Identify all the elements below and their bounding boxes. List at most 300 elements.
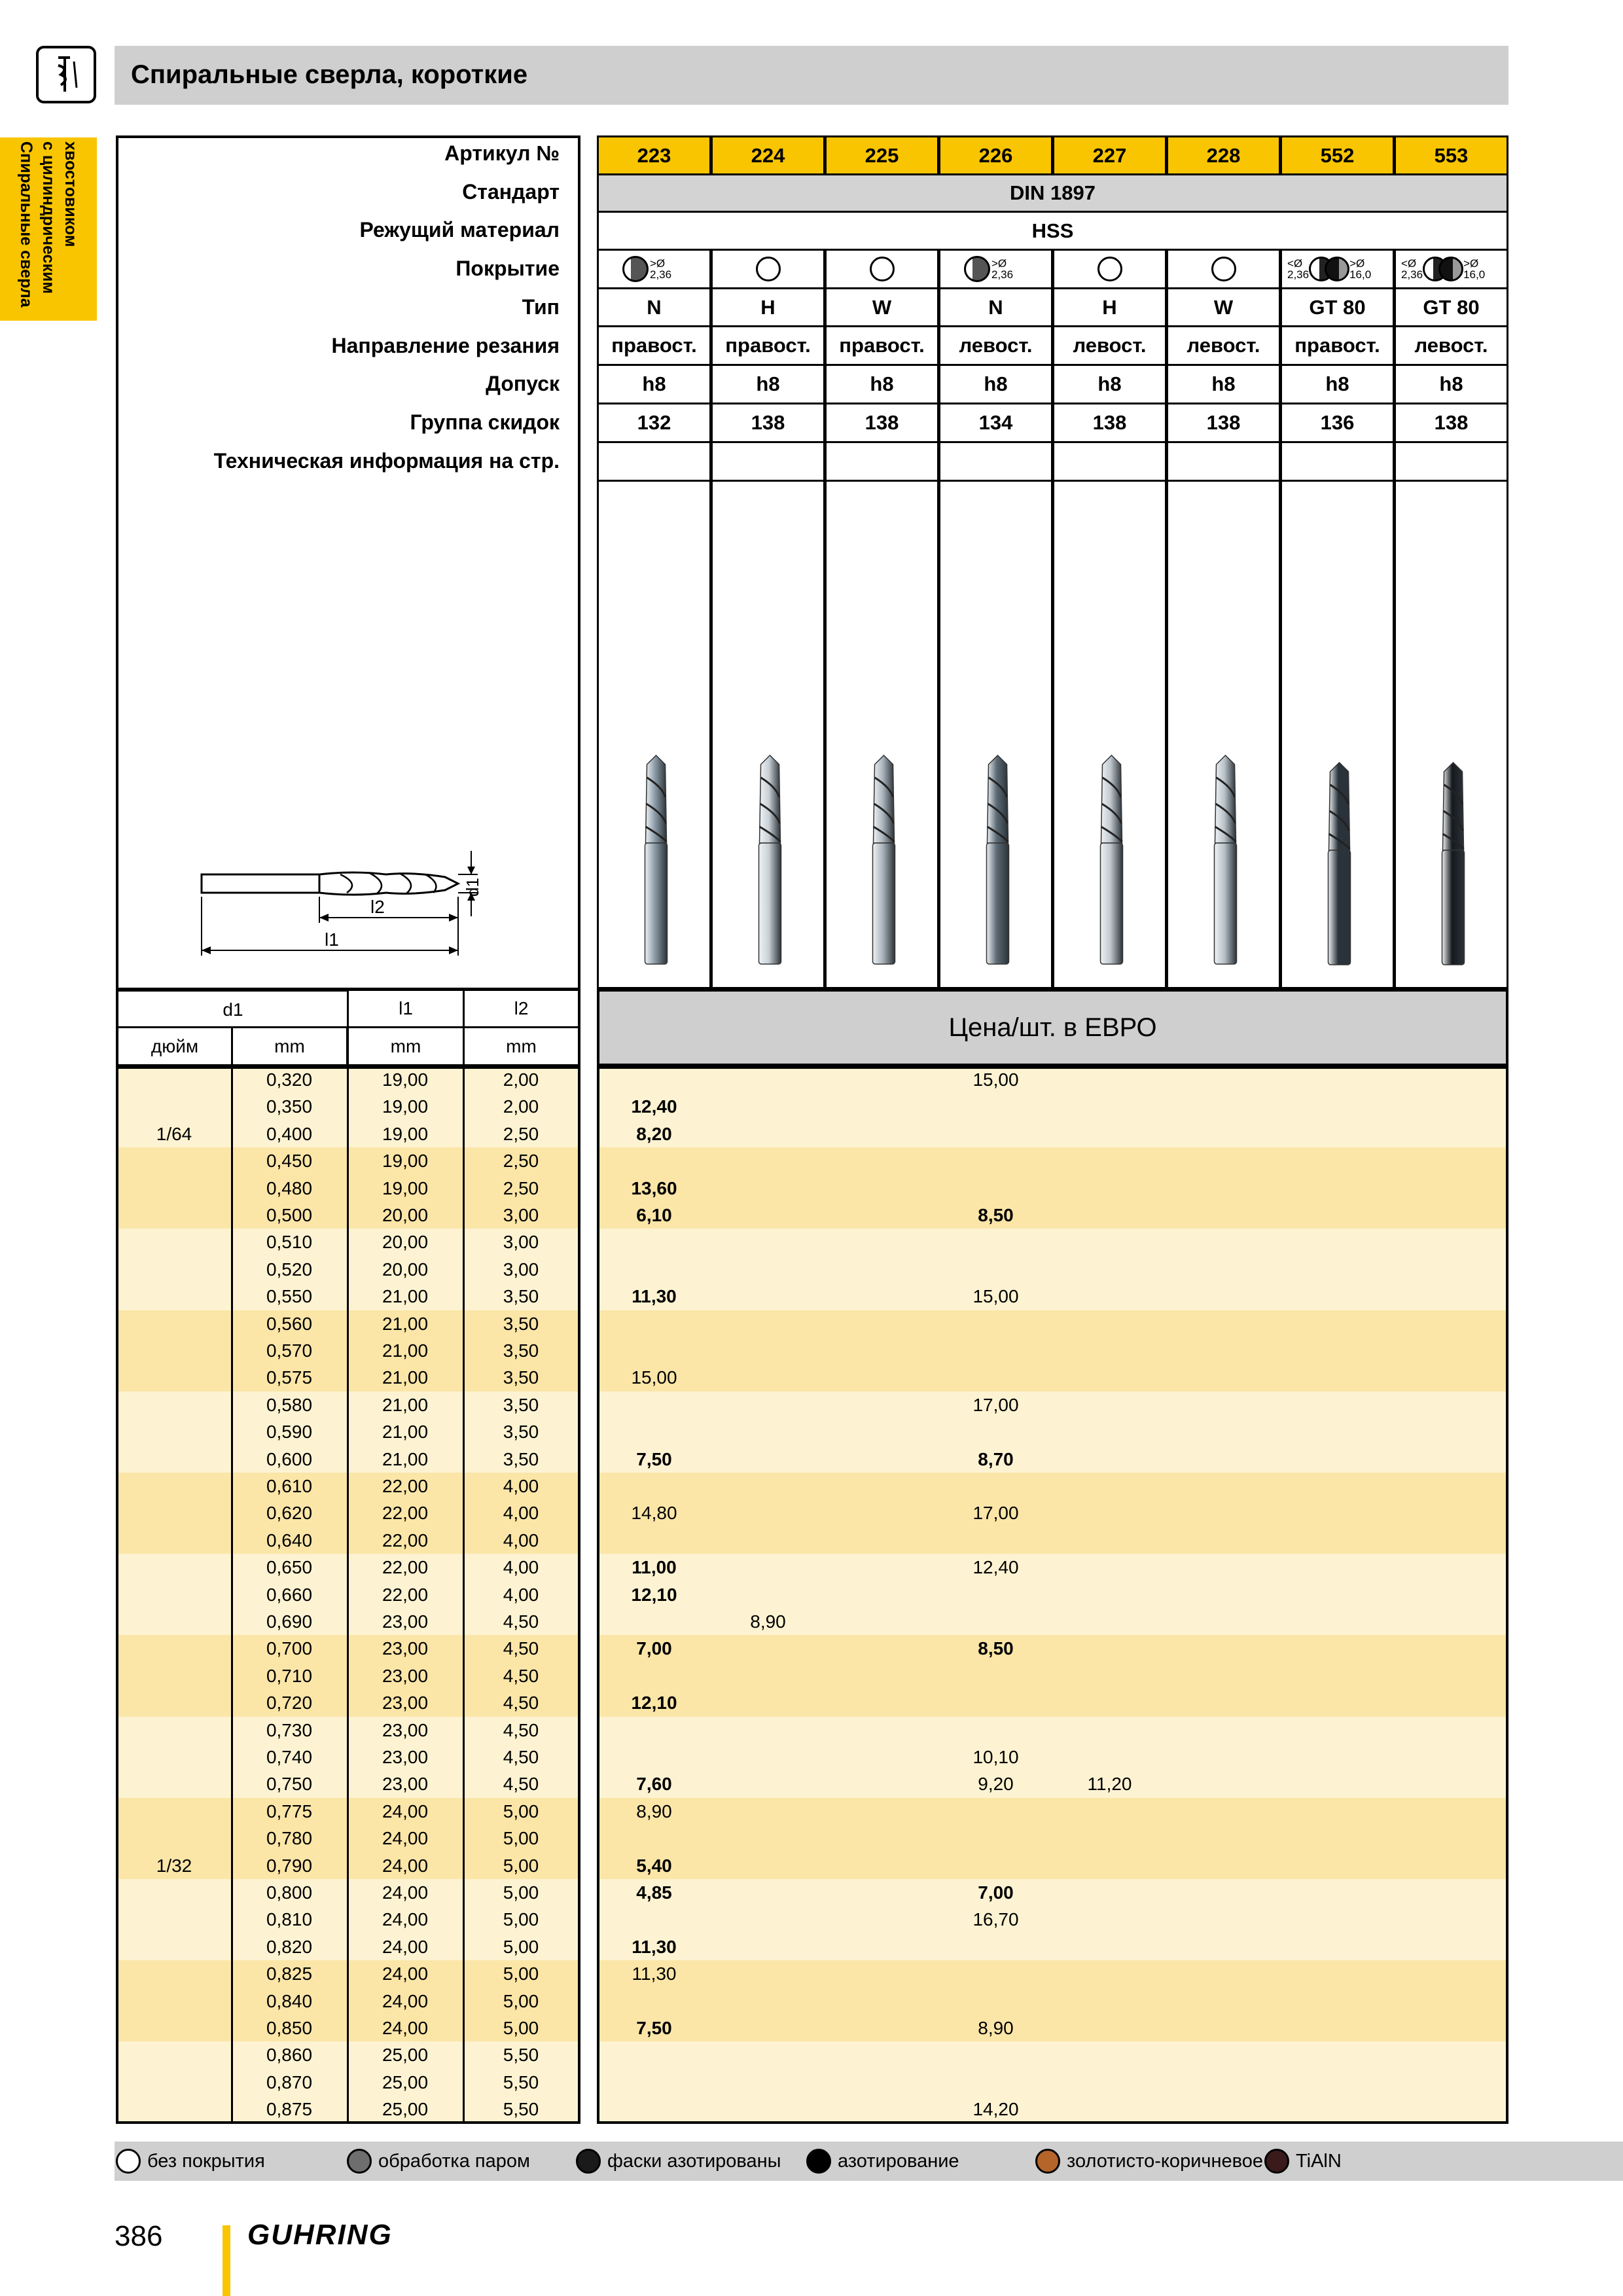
- discount-cell: 134: [938, 403, 1053, 443]
- tech-info-cell: [1166, 441, 1281, 482]
- discount-cell: 138: [825, 403, 939, 443]
- uncoated-icon: [870, 257, 895, 281]
- d1-cell: 0,650: [266, 1557, 313, 1578]
- d1-cell: 0,660: [266, 1584, 313, 1605]
- table-row: [0, 2015, 1623, 2041]
- direction-cell: правост.: [711, 325, 825, 366]
- l1-cell: 19,00: [382, 1123, 429, 1144]
- inch-cell: [116, 1093, 232, 1120]
- tolerance-cell: h8: [938, 364, 1053, 404]
- table-row: [0, 2041, 1623, 2068]
- d1-cell: 0,480: [266, 1177, 313, 1198]
- l1-cell: 23,00: [382, 1638, 429, 1659]
- inch-cell: [116, 1906, 232, 1933]
- d1-cell: 0,570: [266, 1340, 313, 1361]
- table-row: [0, 1175, 1623, 1202]
- price-cell: 6,10: [636, 1205, 672, 1225]
- side-tab-line: Спиральные сверла: [17, 141, 35, 308]
- table-row: [0, 1906, 1623, 1933]
- l1-cell: 23,00: [382, 1611, 429, 1632]
- price-cell: 17,00: [972, 1503, 1019, 1524]
- d1-cell: 0,560: [266, 1313, 313, 1334]
- uncoated-icon: [1097, 257, 1122, 281]
- l1-cell: 24,00: [382, 1964, 429, 1984]
- discount-cell: 132: [597, 403, 711, 443]
- drill-icon: [1396, 482, 1510, 989]
- drill-icon: [599, 482, 713, 989]
- uncoated-icon: [116, 2149, 141, 2174]
- section-icon: [36, 46, 96, 103]
- d1-cell: 0,640: [266, 1530, 313, 1551]
- l1-cell: 20,00: [382, 1232, 429, 1253]
- price-cell: 14,80: [631, 1503, 677, 1524]
- drill-icon: [940, 482, 1055, 989]
- l2-cell: 4,50: [503, 1747, 539, 1767]
- drill-icon: [1168, 482, 1283, 989]
- coating-note: >Ø: [991, 257, 1007, 270]
- price-cell: 9,20: [978, 1774, 1014, 1795]
- table-row: [0, 1744, 1623, 1770]
- l2-cell: 3,50: [503, 1340, 539, 1361]
- table-row: [0, 1473, 1623, 1499]
- steam-treated-icon: [622, 256, 649, 282]
- price-cell: 8,90: [750, 1611, 786, 1632]
- label-article: Артикул №: [444, 141, 560, 165]
- article-number: 223: [597, 135, 711, 175]
- inch-cell: [116, 1283, 232, 1310]
- d1-cell: 0,575: [266, 1367, 313, 1388]
- legend-item: [116, 2145, 265, 2177]
- price-cell: 15,00: [631, 1367, 677, 1388]
- coating-note: 16,0: [1463, 268, 1486, 281]
- inch-cell: [116, 2041, 232, 2068]
- price-cell: 14,20: [972, 2099, 1019, 2120]
- d1-cell: 0,840: [266, 1990, 313, 2011]
- l1-cell: 24,00: [382, 1990, 429, 2011]
- d1-cell: 0,710: [266, 1665, 313, 1686]
- l2-cell: 3,50: [503, 1422, 539, 1443]
- inch-cell: [116, 1717, 232, 1744]
- l2-cell: 4,00: [503, 1557, 539, 1578]
- tech-info-cell: [711, 441, 825, 482]
- tolerance-cell: h8: [1052, 364, 1167, 404]
- l2-cell: 5,00: [503, 1855, 539, 1876]
- table-row: [0, 1988, 1623, 2015]
- table-row: [0, 1717, 1623, 1744]
- coating-note: >Ø: [1463, 257, 1479, 270]
- d1-cell: 0,620: [266, 1503, 313, 1524]
- tech-info-cell: [1394, 441, 1508, 482]
- gold-brown-coating-icon: [1035, 2149, 1060, 2174]
- l1-cell: 22,00: [382, 1584, 429, 1605]
- inch-cell: [116, 1527, 232, 1554]
- label-standard: Стандарт: [462, 180, 560, 204]
- table-row: [0, 1770, 1623, 1797]
- column-divider: [231, 1066, 233, 2124]
- l2-cell: 5,00: [503, 1828, 539, 1849]
- table-row: [0, 1418, 1623, 1445]
- inch-cell: [116, 1825, 232, 1852]
- table-row: [0, 1202, 1623, 1229]
- table-row: [0, 1879, 1623, 1906]
- l1-cell: 25,00: [382, 2099, 429, 2120]
- article-number: 227: [1052, 135, 1167, 175]
- table-row: [0, 1391, 1623, 1418]
- side-tab-line: хвостовиком: [62, 141, 80, 247]
- d1-cell: 0,350: [266, 1096, 313, 1117]
- l2-cell: 5,00: [503, 1801, 539, 1821]
- l1-cell: 22,00: [382, 1557, 429, 1578]
- d1-cell: 0,860: [266, 2045, 313, 2066]
- discount-cell: 136: [1280, 403, 1395, 443]
- col-header-l2: l2: [463, 989, 580, 1028]
- price-cell: 11,20: [1087, 1774, 1132, 1795]
- table-row: [0, 1093, 1623, 1120]
- coating-cell: [825, 249, 939, 289]
- table-row: [0, 1852, 1623, 1879]
- table-row: [0, 1121, 1623, 1147]
- diagram-label-l1: l1: [325, 929, 339, 950]
- price-cell: 15,00: [972, 1286, 1019, 1307]
- table-row: [0, 1499, 1623, 1526]
- type-cell: W: [1166, 287, 1281, 328]
- article-number: 225: [825, 135, 939, 175]
- page-number: 386: [115, 2220, 163, 2252]
- inch-cell: [116, 1202, 232, 1229]
- coating-note: 2,36: [991, 268, 1014, 281]
- drill-icon: [827, 482, 941, 989]
- l2-cell: 5,00: [503, 1990, 539, 2011]
- d1-cell: 0,825: [266, 1964, 313, 1984]
- inch-cell: [116, 1608, 232, 1635]
- nitrided-edge-icon: [576, 2149, 601, 2174]
- price-cell: 12,10: [631, 1693, 677, 1713]
- l2-cell: 4,50: [503, 1774, 539, 1795]
- d1-cell: 0,850: [266, 2018, 313, 2038]
- l1-cell: 21,00: [382, 1422, 429, 1443]
- brand-logo: GUHRING: [247, 2219, 393, 2251]
- l2-cell: 5,50: [503, 2099, 539, 2120]
- l1-cell: 22,00: [382, 1503, 429, 1524]
- l2-cell: 4,50: [503, 1693, 539, 1713]
- legend-label: обработка паром: [378, 2150, 530, 2172]
- table-row: [0, 1364, 1623, 1391]
- l1-cell: 23,00: [382, 1747, 429, 1767]
- discount-cell: 138: [711, 403, 825, 443]
- l1-cell: 19,00: [382, 1177, 429, 1198]
- type-cell: W: [825, 287, 939, 328]
- drill-image: [938, 482, 1053, 989]
- diagram-label-d1: d1: [462, 878, 482, 897]
- price-cell: 16,70: [972, 1909, 1019, 1930]
- price-cell: 7,50: [636, 1448, 672, 1469]
- type-cell: GT 80: [1394, 287, 1508, 328]
- price-cell: 11,30: [632, 1286, 677, 1307]
- legend-label: золотисто-коричневое: [1067, 2150, 1263, 2172]
- drill-image: [1280, 482, 1395, 989]
- drill-image: [597, 482, 711, 989]
- d1-cell: 0,320: [266, 1069, 313, 1090]
- coating-note: >Ø: [1349, 257, 1365, 270]
- col-header-inch: дюйм: [116, 1026, 233, 1066]
- tolerance-cell: h8: [825, 364, 939, 404]
- l2-cell: 4,50: [503, 1719, 539, 1740]
- footer-rule: [223, 2225, 230, 2296]
- d1-cell: 0,400: [266, 1123, 313, 1144]
- table-row: [0, 1798, 1623, 1825]
- coating-note: 16,0: [1349, 268, 1372, 281]
- l1-cell: 23,00: [382, 1719, 429, 1740]
- standard-cell: DIN 1897: [597, 173, 1508, 213]
- page-title: Спиральные сверла, короткие: [131, 60, 528, 89]
- l1-cell: 21,00: [382, 1286, 429, 1307]
- inch-cell: [116, 1310, 232, 1337]
- inch-cell: [116, 1229, 232, 1255]
- d1-cell: 0,875: [266, 2099, 313, 2120]
- direction-cell: левост.: [1166, 325, 1281, 366]
- direction-cell: левост.: [1052, 325, 1167, 366]
- inch-cell: [116, 1554, 232, 1581]
- coating-note: <Ø: [1287, 257, 1303, 270]
- d1-cell: 0,510: [266, 1232, 313, 1253]
- l2-cell: 5,00: [503, 1909, 539, 1930]
- table-row: [0, 1581, 1623, 1608]
- l2-cell: 3,00: [503, 1259, 539, 1280]
- d1-cell: 0,690: [266, 1611, 313, 1632]
- price-cell: 11,00: [632, 1557, 677, 1578]
- inch-cell: [116, 1499, 232, 1526]
- tech-info-cell: [825, 441, 939, 482]
- inch-cell: [116, 1662, 232, 1689]
- price-cell: 8,50: [978, 1638, 1014, 1659]
- l2-cell: 4,50: [503, 1665, 539, 1686]
- price-cell: 8,90: [978, 2018, 1014, 2038]
- coating-cell: [711, 249, 825, 289]
- coating-note: 2,36: [1401, 268, 1423, 281]
- inch-cell: [116, 1418, 232, 1445]
- table-row: [0, 1635, 1623, 1662]
- price-cell: 8,50: [978, 1205, 1014, 1225]
- coating-cell: [1280, 249, 1395, 289]
- l1-cell: 21,00: [382, 1313, 429, 1334]
- price-cell: 15,00: [972, 1069, 1019, 1090]
- coating-cell: [1052, 249, 1167, 289]
- drill-image: [825, 482, 939, 989]
- table-row: [0, 1446, 1623, 1473]
- l1-cell: 20,00: [382, 1205, 429, 1225]
- price-cell: 7,00: [978, 1882, 1014, 1903]
- coating-note: 2,36: [1287, 268, 1310, 281]
- price-cell: 7,60: [636, 1774, 672, 1795]
- l2-cell: 3,50: [503, 1286, 539, 1307]
- d1-cell: 0,610: [266, 1476, 313, 1496]
- discount-cell: 138: [1394, 403, 1508, 443]
- article-number: 228: [1166, 135, 1281, 175]
- tialn-coating-icon: [1264, 2149, 1289, 2174]
- l1-cell: 24,00: [382, 1828, 429, 1849]
- l2-cell: 3,50: [503, 1367, 539, 1388]
- l1-cell: 24,00: [382, 1801, 429, 1821]
- l1-cell: 25,00: [382, 2072, 429, 2092]
- coating-note: 2,36: [650, 268, 672, 281]
- d1-cell: 0,750: [266, 1774, 313, 1795]
- tech-info-cell: [597, 441, 711, 482]
- d1-cell: 0,820: [266, 1936, 313, 1957]
- direction-cell: левост.: [938, 325, 1053, 366]
- inch-cell: [116, 1256, 232, 1283]
- col-header-d1: d1: [116, 989, 348, 1028]
- col-header-l1: l1: [347, 989, 465, 1028]
- l2-cell: 3,00: [503, 1232, 539, 1253]
- l2-cell: 5,00: [503, 1936, 539, 1957]
- label-material: Режущий материал: [359, 218, 560, 242]
- drill-icon: [1282, 482, 1397, 989]
- table-row: [0, 1310, 1623, 1337]
- inch-cell: [116, 1364, 232, 1391]
- l2-cell: 5,00: [503, 1964, 539, 1984]
- inch-cell: [116, 1988, 232, 2015]
- inch-cell: [116, 1960, 232, 1987]
- inch-cell: [116, 2069, 232, 2096]
- table-row: [0, 2096, 1623, 2123]
- tech-info-cell: [1052, 441, 1167, 482]
- type-cell: N: [597, 287, 711, 328]
- legend-label: без покрытия: [147, 2150, 265, 2172]
- drill-image: [1166, 482, 1281, 989]
- l2-cell: 2,50: [503, 1123, 539, 1144]
- uncoated-icon: [756, 257, 781, 281]
- label-type: Тип: [522, 295, 560, 319]
- coating-note: <Ø: [1401, 257, 1417, 270]
- d1-cell: 0,870: [266, 2072, 313, 2092]
- l2-cell: 5,50: [503, 2045, 539, 2066]
- price-cell: 7,00: [636, 1638, 672, 1659]
- inch-cell: [116, 2015, 232, 2041]
- legend-item: [347, 2145, 530, 2177]
- inch-cell: [116, 1337, 232, 1364]
- table-row: [0, 1229, 1623, 1255]
- table-row: [0, 1960, 1623, 1987]
- l1-cell: 21,00: [382, 1394, 429, 1415]
- inch-cell: [116, 1066, 232, 1093]
- inch-cell: [116, 1635, 232, 1662]
- d1-cell: 0,790: [266, 1855, 313, 1876]
- diagram-label-l2: l2: [370, 897, 385, 917]
- table-row: [0, 1147, 1623, 1174]
- side-tab-line: с цилиндрическим: [39, 141, 58, 294]
- price-cell: 8,70: [978, 1448, 1014, 1469]
- l2-cell: 5,00: [503, 1882, 539, 1903]
- table-row: [0, 1662, 1623, 1689]
- column-divider: [347, 1066, 349, 2124]
- drill-icon: [713, 482, 827, 989]
- label-tech-info: Техническая информация на стр.: [213, 449, 560, 473]
- price-cell: 4,85: [636, 1882, 672, 1903]
- table-row: [0, 1933, 1623, 1960]
- material-cell: HSS: [597, 211, 1508, 251]
- l1-cell: 24,00: [382, 1909, 429, 1930]
- d1-cell: 0,600: [266, 1448, 313, 1469]
- l2-cell: 3,50: [503, 1394, 539, 1415]
- l2-cell: 3,50: [503, 1448, 539, 1469]
- table-row: [0, 1554, 1623, 1581]
- nitrided-icon: [1438, 257, 1463, 281]
- l2-cell: 4,00: [503, 1530, 539, 1551]
- d1-cell: 0,720: [266, 1693, 313, 1713]
- article-number: 224: [711, 135, 825, 175]
- drill-image: [1052, 482, 1167, 989]
- l1-cell: 19,00: [382, 1151, 429, 1172]
- nitrided-icon: [806, 2149, 831, 2174]
- inch-cell: [116, 1933, 232, 1960]
- l1-cell: 24,00: [382, 2018, 429, 2038]
- tech-info-cell: [1280, 441, 1395, 482]
- steam-treated-icon: [347, 2149, 372, 2174]
- column-divider: [463, 1066, 465, 2124]
- table-row: [0, 1608, 1623, 1635]
- price-cell: 12,10: [631, 1584, 677, 1605]
- l2-cell: 2,00: [503, 1096, 539, 1117]
- side-tab-text: [0, 137, 97, 321]
- price-cell: 11,30: [632, 1964, 677, 1984]
- coating-cell: [597, 249, 711, 289]
- l1-cell: 25,00: [382, 2045, 429, 2066]
- l1-cell: 22,00: [382, 1476, 429, 1496]
- price-cell: 13,60: [631, 1177, 677, 1198]
- table-row: [0, 1256, 1623, 1283]
- type-cell: N: [938, 287, 1053, 328]
- inch-cell: 1/64: [156, 1123, 192, 1144]
- l2-cell: 2,50: [503, 1151, 539, 1172]
- legend-label: TiAlN: [1296, 2150, 1342, 2172]
- label-direction: Направление резания: [331, 334, 560, 357]
- inch-cell: [116, 1798, 232, 1825]
- inch-cell: [116, 1175, 232, 1202]
- col-header-mm-d1: mm: [231, 1026, 348, 1066]
- nitrided-icon: [1325, 257, 1349, 281]
- table-row: [0, 1527, 1623, 1554]
- tolerance-cell: h8: [597, 364, 711, 404]
- l1-cell: 23,00: [382, 1774, 429, 1795]
- d1-cell: 0,730: [266, 1719, 313, 1740]
- l1-cell: 24,00: [382, 1882, 429, 1903]
- inch-cell: [116, 1744, 232, 1770]
- l2-cell: 3,50: [503, 1313, 539, 1334]
- d1-cell: 0,775: [266, 1801, 313, 1821]
- article-number: 553: [1394, 135, 1508, 175]
- uncoated-icon: [1211, 257, 1236, 281]
- price-cell: 8,20: [636, 1123, 672, 1144]
- price-cell: 12,40: [972, 1557, 1019, 1578]
- table-row: [0, 1689, 1623, 1716]
- discount-cell: 138: [1052, 403, 1167, 443]
- l1-cell: 19,00: [382, 1096, 429, 1117]
- coating-note: >Ø: [650, 257, 666, 270]
- direction-cell: правост.: [1280, 325, 1395, 366]
- l1-cell: 21,00: [382, 1340, 429, 1361]
- l2-cell: 5,50: [503, 2072, 539, 2092]
- l2-cell: 4,00: [503, 1503, 539, 1524]
- inch-cell: [116, 1689, 232, 1716]
- tech-info-cell: [938, 441, 1053, 482]
- tolerance-cell: h8: [711, 364, 825, 404]
- label-tolerance: Допуск: [486, 372, 560, 395]
- d1-cell: 0,550: [266, 1286, 313, 1307]
- d1-cell: 0,740: [266, 1747, 313, 1767]
- price-cell: 12,40: [631, 1096, 677, 1117]
- inch-cell: [116, 2096, 232, 2123]
- price-cell: 11,30: [632, 1936, 677, 1957]
